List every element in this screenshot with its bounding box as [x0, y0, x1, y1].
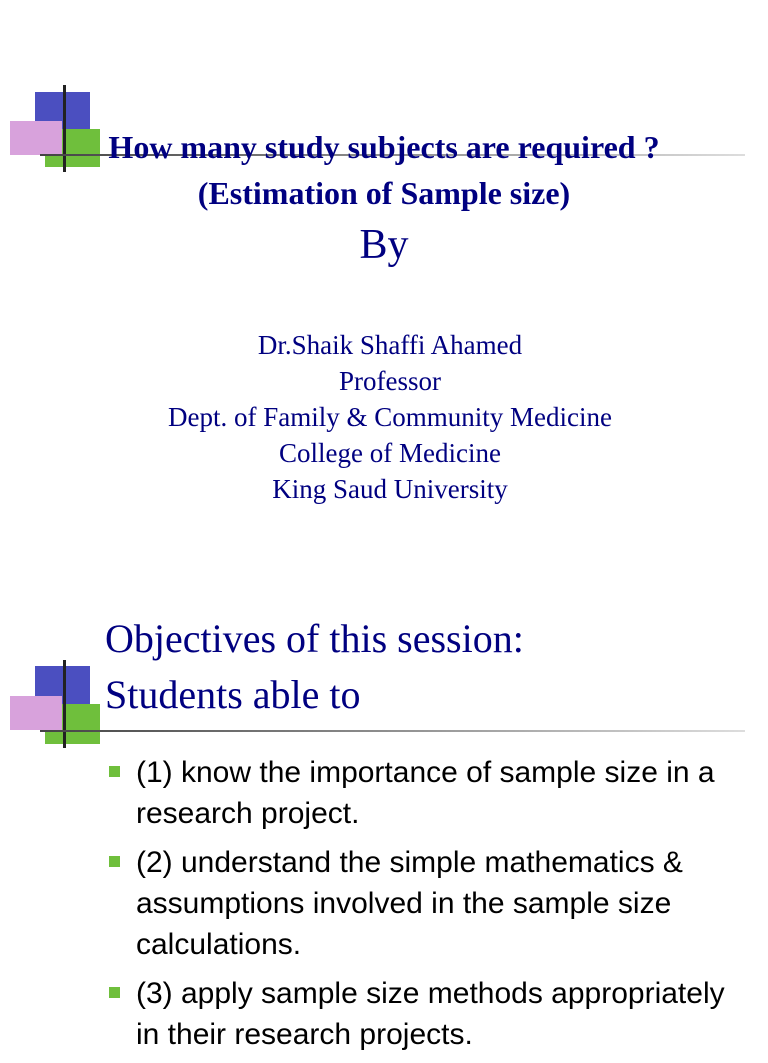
- bullet-text: (3) apply sample size methods appropriately in their research projects.: [136, 977, 725, 1051]
- list-item: [105, 752, 745, 834]
- list-item: [105, 842, 745, 965]
- author-position: Professor: [339, 366, 441, 396]
- slide-title: [0, 124, 768, 216]
- bullet-text: (1) know the importance of sample size in a research project.: [136, 756, 715, 830]
- title-line-2: Students able to: [105, 672, 361, 717]
- author-block: [0, 327, 768, 507]
- list-item: [105, 973, 745, 1055]
- title-rule: [40, 730, 745, 732]
- title-line-1: Objectives of this session:: [105, 616, 524, 661]
- title-line-1: How many study subjects are required ?: [108, 129, 660, 165]
- bullet-text: (2) understand the simple mathematics & assumptions involved in the sample size calculations.: [136, 846, 683, 961]
- author-department: Dept. of Family & Community Medicine: [168, 402, 612, 432]
- objectives-list: [105, 752, 745, 1063]
- bullet-square-icon: [109, 856, 120, 867]
- author-university: King Saud University: [272, 474, 508, 504]
- by-label: By: [359, 222, 409, 268]
- objectives-slide: [0, 578, 768, 1051]
- slide-title: [105, 611, 745, 723]
- corner-logo-icon: [10, 660, 110, 750]
- title-line-2: (Estimation of Sample size): [197, 175, 571, 211]
- author-college: College of Medicine: [279, 438, 501, 468]
- bullet-square-icon: [109, 987, 120, 998]
- bullet-square-icon: [109, 766, 120, 777]
- author-name: Dr.Shaik Shaffi Ahamed: [257, 330, 523, 360]
